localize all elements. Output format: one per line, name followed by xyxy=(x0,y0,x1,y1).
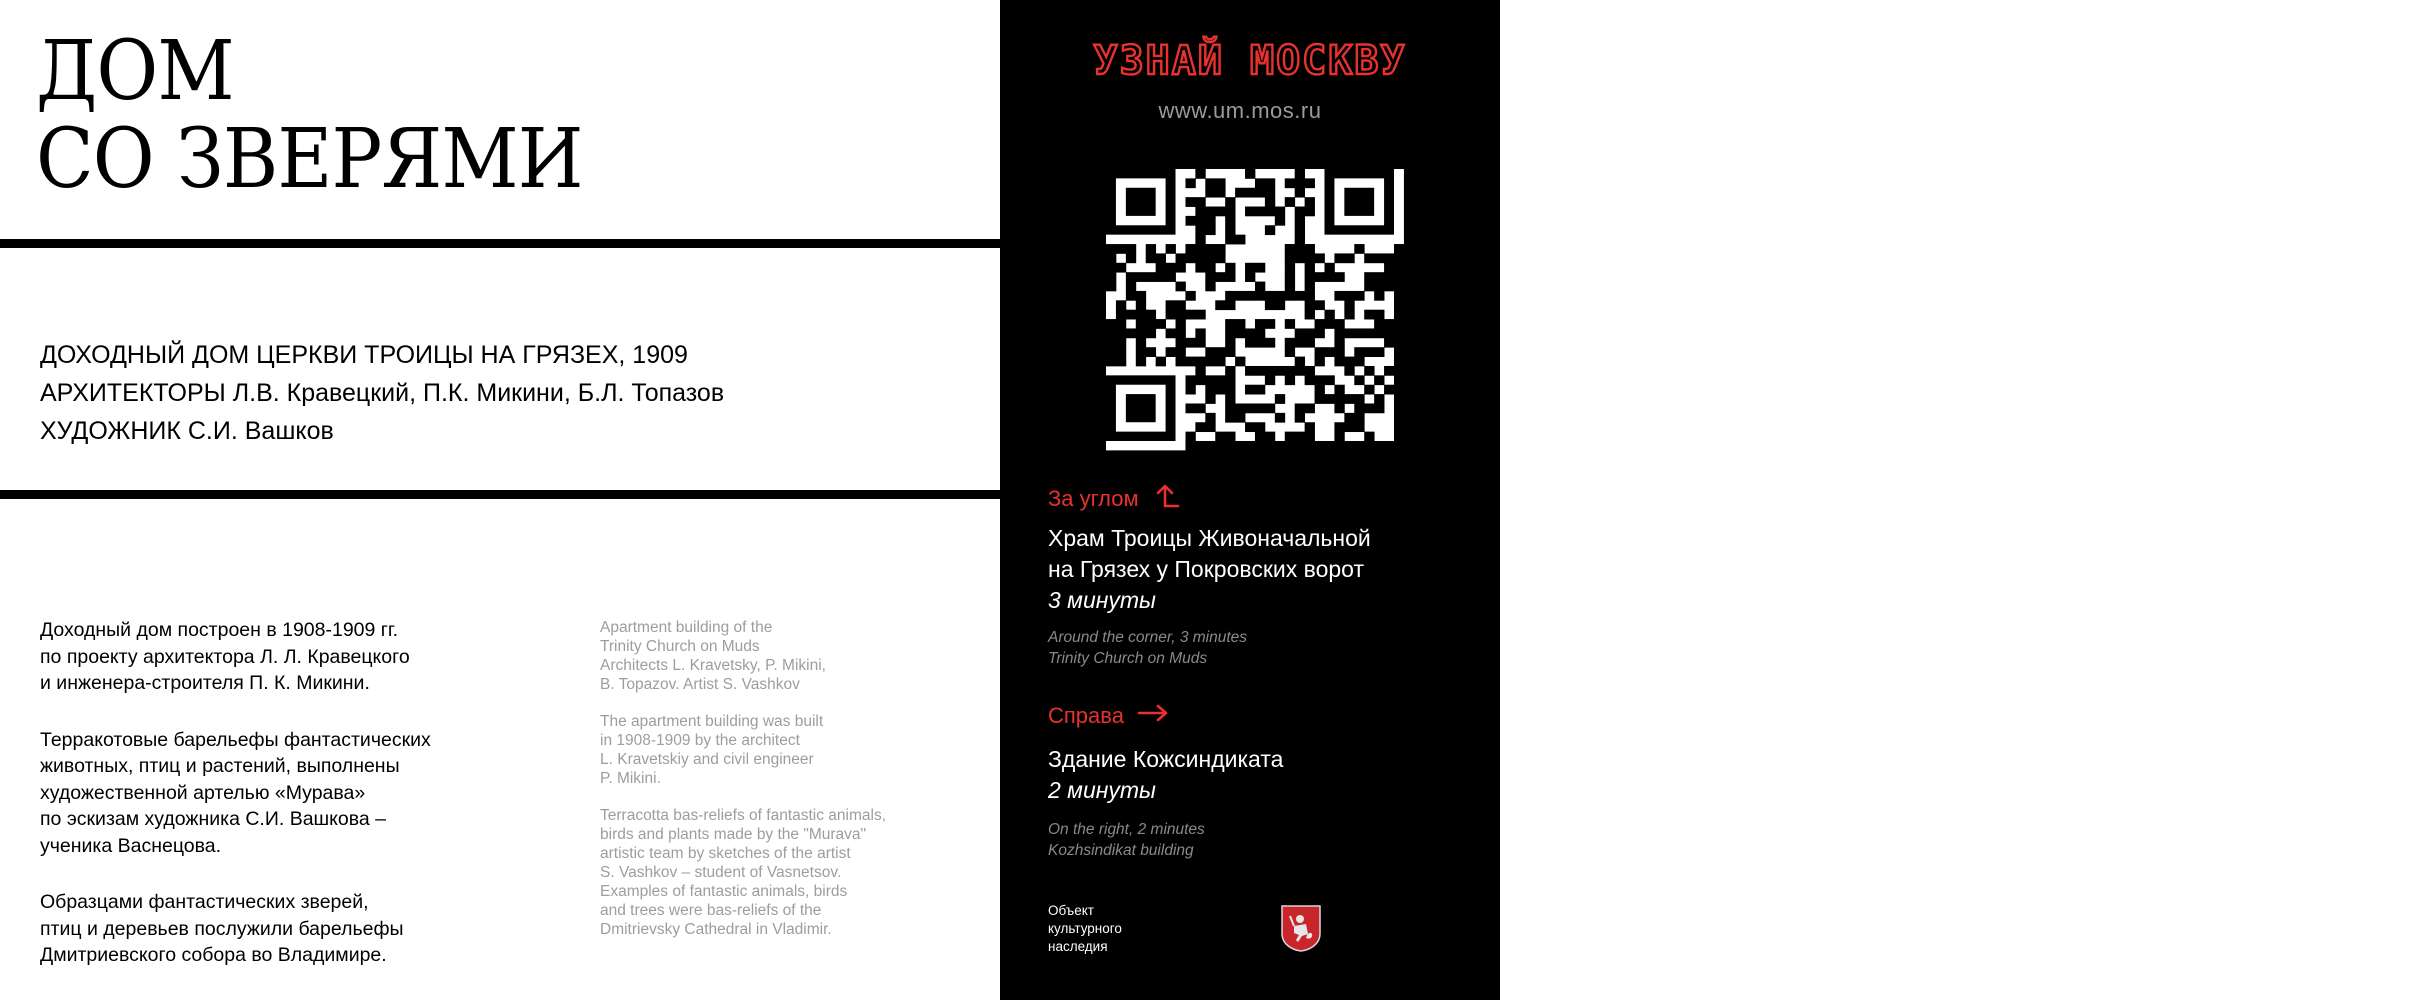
nearby-place-1 xyxy=(1048,523,1371,616)
title-line-2: СО ЗВЕРЯМИ xyxy=(36,112,583,207)
left-panel xyxy=(0,0,1000,1000)
qr-code[interactable] xyxy=(1106,169,1394,441)
divider-top xyxy=(0,239,1000,248)
ru-paragraph: Терракотовые барельефы фантастических животных, птиц и растений, выполнены художественной артелью «Мурава» по эскизам художника С.И. Вашкова – ученика Васнецова. xyxy=(40,728,431,857)
heritage-label: Объект культурного наследия xyxy=(1048,903,1122,954)
nearby-place-2-en: On the right, 2 minutes Kozhsindikat building xyxy=(1048,821,1205,859)
en-paragraph: Terracotta bas-reliefs of fantastic animals, birds and plants made by the "Murava" artistic team by sketches of the artist S. Vashkov – student of Vasnetsov. Examples of fantastic animals, birds and trees were bas-reliefs of the Dmitrievsky Cathedral in Vladimir. xyxy=(600,807,887,938)
en-paragraph: Apartment building of the Trinity Church on Muds Architects L. Kravetsky, P. Mikini, B. Topazov. Artist S. Vashkov xyxy=(600,619,826,693)
walk-time: 2 минуты xyxy=(1048,777,1156,803)
english-description xyxy=(600,618,940,957)
ru-paragraph: Образцами фантастических зверей, птиц и деревьев послужили барельефы Дмитриевского собора во Владимире. xyxy=(40,891,404,966)
right-side-label: Справа xyxy=(1048,703,1124,728)
support-label: При поддержке Правительства Москвы xyxy=(2332,903,2427,972)
site-url[interactable]: www.um.mos.ru xyxy=(1158,98,1322,123)
building-name: ДОХОДНЫЙ ДОМ ЦЕРКВИ ТРОИЦЫ НА ГРЯЗЕХ, 1909 xyxy=(40,341,688,369)
artist-line: ХУДОЖНИК С.И. Вашков xyxy=(40,417,334,445)
arrow-up-left-icon xyxy=(1151,482,1181,516)
russian-description xyxy=(40,617,560,999)
en-paragraph: The apartment building was built in 1908-1909 by the architect L. Kravetskiy and civil engineer P. Mikini. xyxy=(600,713,824,787)
brand-logo: УЗНАЙ МОСКВУ xyxy=(1093,38,1407,84)
moscow-emblem-icon xyxy=(1280,904,1322,952)
arrow-right-icon xyxy=(1136,703,1170,729)
place-name: Храм Троицы Живоначальной на Грязех у Покровских ворот xyxy=(1048,525,1371,582)
title-line-1: ДОМ xyxy=(36,24,234,119)
divider-bottom xyxy=(0,490,1000,499)
walk-time: 3 минуты xyxy=(1048,587,1156,613)
building-info xyxy=(40,336,724,450)
right-panel xyxy=(1000,0,2427,1000)
right-side-heading xyxy=(1048,703,1170,729)
around-corner-label: За углом xyxy=(1048,486,1139,511)
architects-line: АРХИТЕКТОРЫ Л.В. Кравецкий, П.К. Микини, Б.Л. Топазов xyxy=(40,379,725,407)
nearby-place-1-en: Around the corner, 3 minutes Trinity Church on Muds xyxy=(1048,629,1248,667)
nearby-place-2 xyxy=(1048,744,1283,806)
around-corner-heading xyxy=(1048,482,1181,516)
place-name: Здание Кожсиндиката xyxy=(1048,746,1284,772)
ru-paragraph: Доходный дом построен в 1908-1909 гг. по проекту архитектора Л. Л. Кравецкого и инженера-строителя П. К. Микини. xyxy=(40,619,410,694)
page-title xyxy=(36,24,583,207)
